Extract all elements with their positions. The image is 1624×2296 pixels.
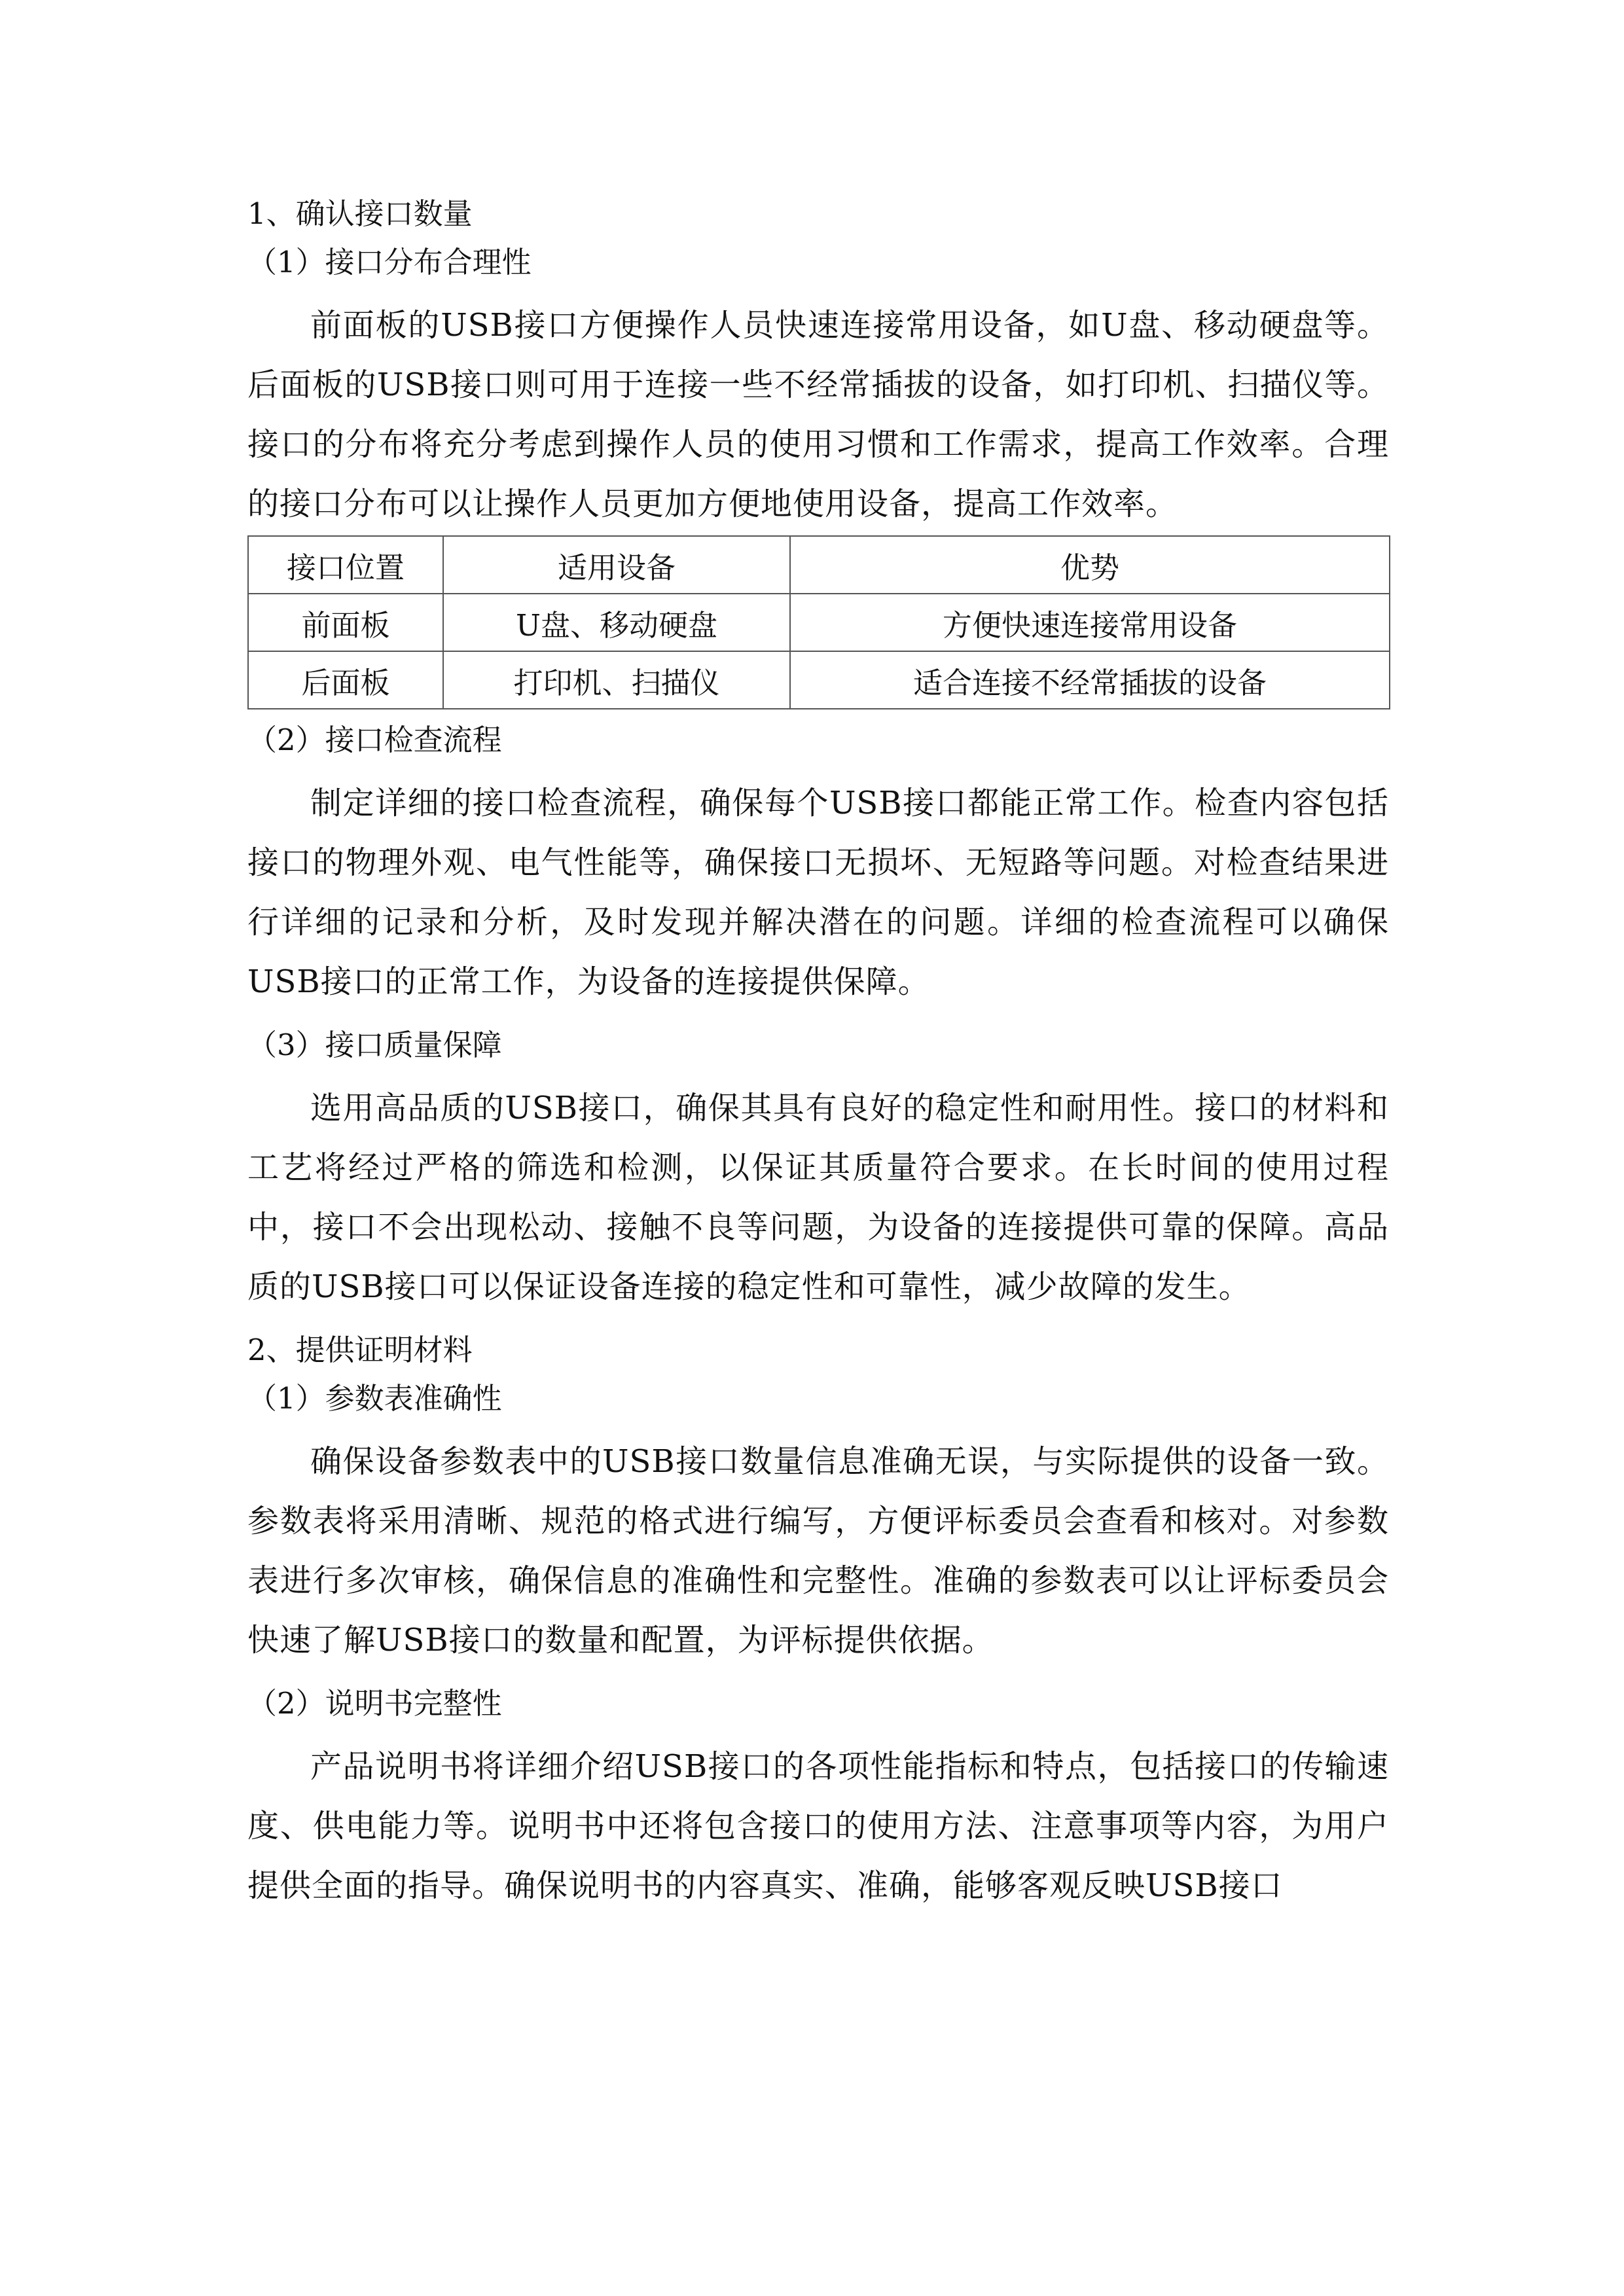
table-cell: 打印机、扫描仪	[443, 651, 790, 709]
interface-distribution-table	[247, 535, 1390, 709]
table-cell: 后面板	[248, 651, 443, 709]
subsection-2-2-heading: （2）说明书完整性	[247, 1686, 502, 1721]
subsection-2-2-paragraph: 产品说明书将详细介绍USB接口的各项性能指标和特点，包括接口的传输速度、供电能力等。说明书中还将包含接口的使用方法、注意事项等内容，为用户提供全面的指导。确保说明书的内容真实、准确，能够客观反映USB接口	[247, 1748, 1389, 1904]
table-header-cell: 适用设备	[443, 536, 790, 594]
table-header-cell: 优势	[790, 536, 1390, 594]
document-page	[247, 190, 1389, 1916]
subsection-1-1-paragraph: 前面板的USB接口方便操作人员快速连接常用设备，如U盘、移动硬盘等。后面板的USB接口则可用于连接一些不经常插拔的设备，如打印机、扫描仪等。接口的分布将充分考虑到操作人员的使用习惯和工作需求，提高工作效率。合理的接口分布可以让操作人员更加方便地使用设备，提高工作效率。	[247, 307, 1389, 522]
subsection-1-1-heading: （1）接口分布合理性	[247, 245, 532, 279]
subsection-2-1-paragraph: 确保设备参数表中的USB接口数量信息准确无误，与实际提供的设备一致。参数表将采用清晰、规范的格式进行编写，方便评标委员会查看和核对。对参数表进行多次审核，确保信息的准确性和完整性。准确的参数表可以让评标委员会快速了解USB接口的数量和配置，为评标提供依据。	[247, 1443, 1389, 1659]
subsection-1-3-paragraph: 选用高品质的USB接口，确保其具有良好的稳定性和耐用性。接口的材料和工艺将经过严格的筛选和检测，以保证其质量符合要求。在长时间的使用过程中，接口不会出现松动、接触不良等问题，为设备的连接提供可靠的保障。高品质的USB接口可以保证设备连接的稳定性和可靠性，减少故障的发生。	[247, 1090, 1389, 1305]
section-1-heading: 1、确认接口数量	[247, 196, 473, 231]
subsection-1-3-heading: （3）接口质量保障	[247, 1028, 502, 1062]
table-header-row	[248, 536, 1390, 594]
table-header-cell: 接口位置	[248, 536, 443, 594]
table-cell: U盘、移动硬盘	[443, 594, 790, 651]
table-row	[248, 651, 1390, 709]
section-2-heading: 2、提供证明材料	[247, 1333, 473, 1367]
table-cell: 适合连接不经常插拔的设备	[790, 651, 1390, 709]
table-cell: 方便快速连接常用设备	[790, 594, 1390, 651]
subsection-1-2-heading: （2）接口检查流程	[247, 723, 502, 757]
table-row	[248, 594, 1390, 651]
subsection-1-2-paragraph: 制定详细的接口检查流程，确保每个USB接口都能正常工作。检查内容包括接口的物理外观、电气性能等，确保接口无损坏、无短路等问题。对检查结果进行详细的记录和分析，及时发现并解决潜在的问题。详细的检查流程可以确保USB接口的正常工作，为设备的连接提供保障。	[247, 785, 1389, 1000]
table-cell: 前面板	[248, 594, 443, 651]
subsection-2-1-heading: （1）参数表准确性	[247, 1381, 502, 1416]
